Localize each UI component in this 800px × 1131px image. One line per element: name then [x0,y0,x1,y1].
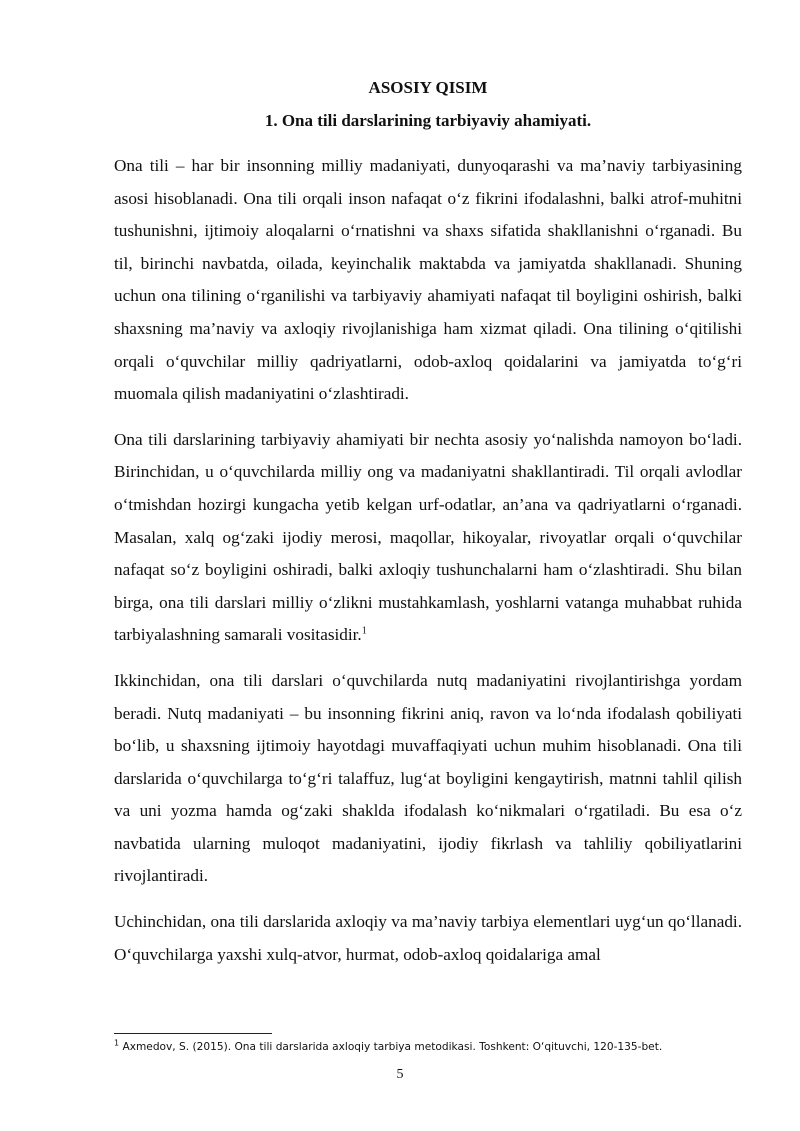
footnote-text: Axmedov, S. (2015). Ona tili darslarida axloqiy tarbiya metodikasi. Toshkent: O‘qituvchi, 120-135-bet. [119,1041,663,1053]
section-subheading: 1. Ona tili darslarining tarbiyaviy ahamiyati. [264,111,592,130]
body-text [114,150,742,984]
footnote-reference[interactable]: 1 [361,625,367,637]
paragraph-2 [114,424,742,652]
paragraph-2-text: Ona tili darslarining tarbiyaviy ahamiyati bir nechta asosiy yo‘nalishda namoyon bo‘ladi. Birinchidan, u o‘quvchilarda milliy ong va madaniyatni shakllantiradi. Til orqali avlodlar o‘tmishdan hozirgi kungacha yetib kelgan urf-odatlar, an’ana va qadriyatlarni o‘rganadi. Masalan, xalq og‘zaki ijodiy merosi, maqollar, hikoyalar, rivoyatlar orqali o‘quvchilar nafaqat so‘z boyligini oshiradi, balki axloqiy tushunchalarni ham o‘zlashtiradi. Shu bilan birga, ona tili darslari milliy o‘zlikni mustahkamlash, yoshlarni vatanga muhabbat ruhida tarbiyalashning samarali vositasidir. [114,429,742,645]
page-number: 5 [396,1067,404,1082]
section-heading: ASOSIY QISIM [368,78,488,97]
paragraph-3: Ikkinchidan, ona tili darslari o‘quvchilarda nutq madaniyatini rivojlantirishga yordam beradi. Nutq madaniyati – bu insonning fikrini aniq, ravon va lo‘nda ifodalash qobiliyati bo‘lib, u shaxsning ijtimoiy hayotdagi muvaffaqiyati uchun muhim hisoblanadi. Ona tili darslarida o‘quvchilarga to‘g‘ri talaffuz, lug‘at boyligini kengaytirish, matnni tahlil qilish va uni yozma hamda og‘zaki shaklda ifodalash ko‘nikmalari o‘rgatiladi. Bu esa o‘z navbatida ularning muloqot madaniyatini, ijodiy fikrlash va tahliliy qobiliyatlarini rivojlantiradi. [114,670,742,886]
footnote [114,1040,754,1054]
paragraph-1: Ona tili – har bir insonning milliy madaniyati, dunyoqarashi va ma’naviy tarbiyasining asosi hisoblanadi. Ona tili orqali inson nafaqat o‘z fikrini ifodalashni, balki atrof-muhitni tushunishni, ijtimoiy aloqalarni o‘rnatishni va shaxs sifatida shakllanishni o‘rganadi. Bu til, birinchi navbatda, oilada, keyinchalik maktabda va jamiyatda shakllanadi. Shuning uchun ona tilining o‘rganilishi va tarbiyaviy ahamiyati nafaqat til boyligini oshirish, balki shaxsning ma’naviy va axloqiy rivojlanishiga ham xizmat qiladi. Ona tilining o‘qitilishi orqali o‘quvchilar milliy qadriyatlarni, odob-axloq qoidalarini va jamiyatda to‘g‘ri muomala qilish madaniyatini o‘zlashtiradi. [114,156,742,404]
footnote-number: 1 [114,1038,120,1048]
footnote-separator [114,1033,272,1034]
paragraph-4: Uchinchidan, ona tili darslarida axloqiy va ma’naviy tarbiya elementlari uyg‘un qo‘llanadi. O‘quvchilarga yaxshi xulq-atvor, hurmat, odob-axloq qoidalariga amal [114,912,742,964]
